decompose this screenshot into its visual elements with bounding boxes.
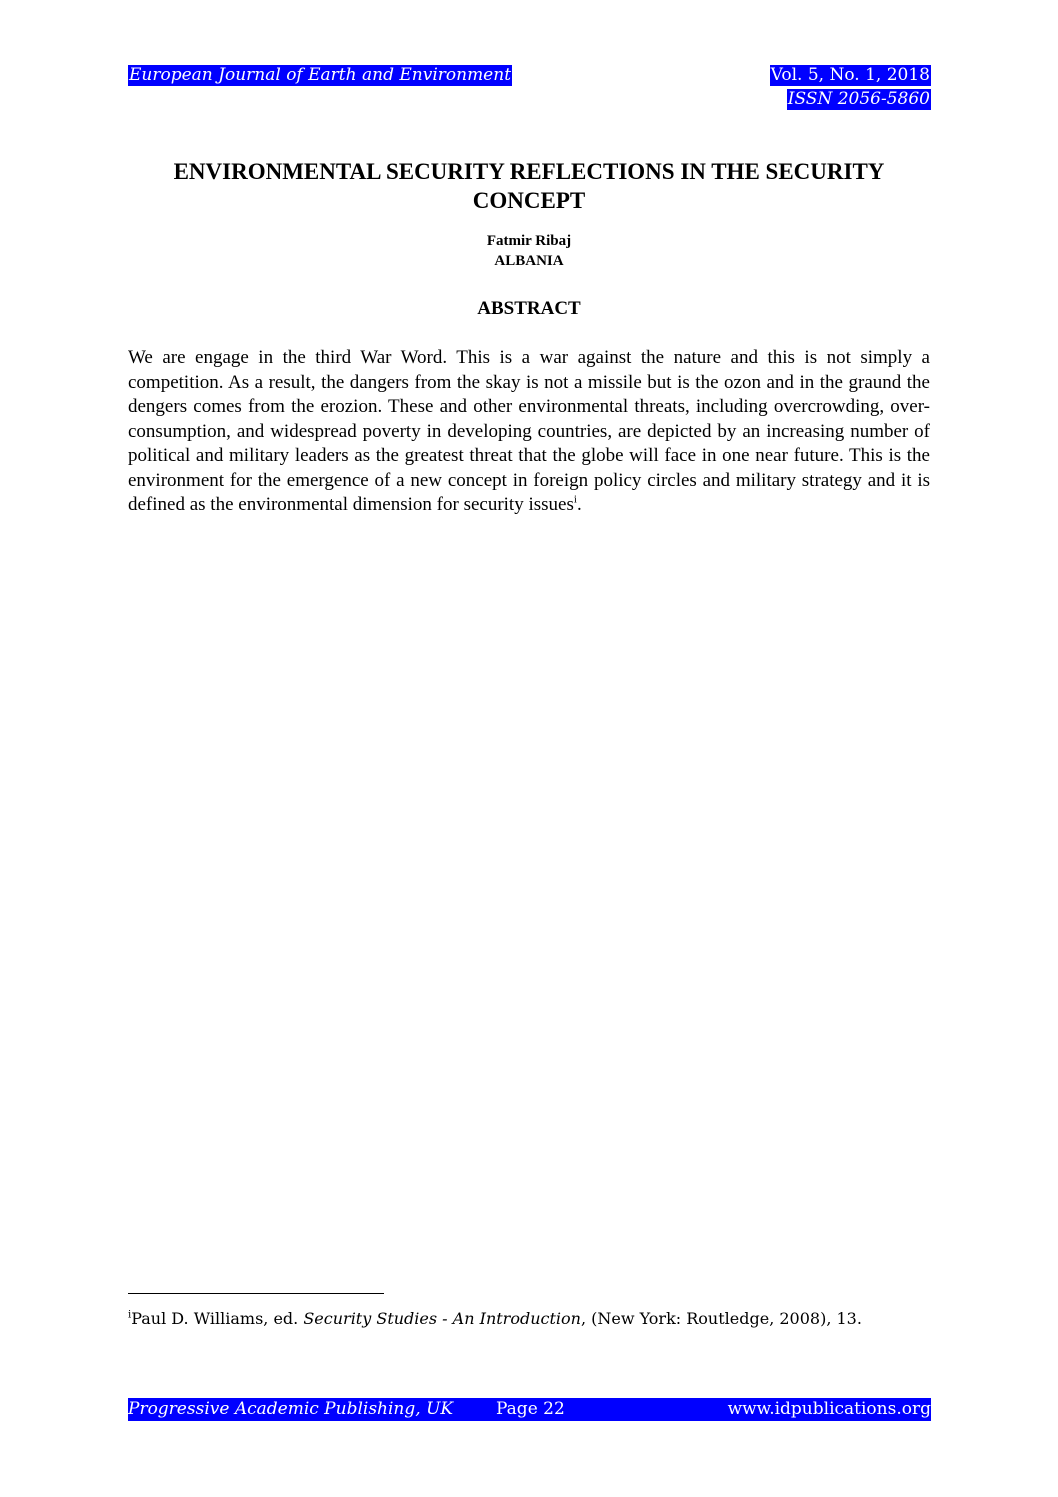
footer-publisher: Progressive Academic Publishing, UK — [128, 1399, 454, 1419]
issn: ISSN 2056-5860 — [787, 89, 930, 109]
journal-name: European Journal of Earth and Environment — [129, 65, 512, 85]
footnote-ref[interactable]: i — [573, 493, 577, 506]
footnote-book-title: Security Studies - An Introduction — [303, 1309, 581, 1328]
volume-info: Vol. 5, No. 1, 2018 — [770, 65, 930, 85]
author-block — [128, 231, 930, 271]
footnote-divider — [128, 1293, 384, 1294]
abstract-heading: ABSTRACT — [477, 298, 581, 319]
footnote — [128, 1308, 930, 1330]
footnote-prefix: Paul D. Williams, ed. — [131, 1309, 304, 1328]
footnote-suffix: , (New York: Routledge, 2008), 13. — [580, 1309, 862, 1328]
abstract-body-text: We are engage in the third War Word. This is a war against the nature and this is not simply a competition. As a result, the dangers from the skay is not a missile but is the ozon and in the graund the dengers comes from the erozion. These and other environmental threats, including overcrowding, over-consumption, and widespread poverty in developing countries, are depicted by an increasing number of political and military leaders as the greatest threat that the globe will face in one near future. This is the environment for the emergence of a new concept in foreign policy circles and military strategy and it is defined as the environmental dimension for security issues — [128, 347, 930, 515]
author-name: Fatmir Ribaj — [486, 233, 572, 249]
footnote-marker: i — [128, 1309, 132, 1321]
author-country: ALBANIA — [494, 253, 564, 269]
page-footer — [128, 1398, 931, 1421]
abstract-end: . — [576, 494, 582, 515]
footer-website[interactable]: www.idpublications.org — [727, 1399, 931, 1419]
footer-page-number: Page 22 — [496, 1399, 565, 1419]
abstract-text — [128, 346, 930, 518]
paper-title: ENVIRONMENTAL SECURITY REFLECTIONS IN THE SECURITY CONCEPT — [173, 159, 885, 213]
